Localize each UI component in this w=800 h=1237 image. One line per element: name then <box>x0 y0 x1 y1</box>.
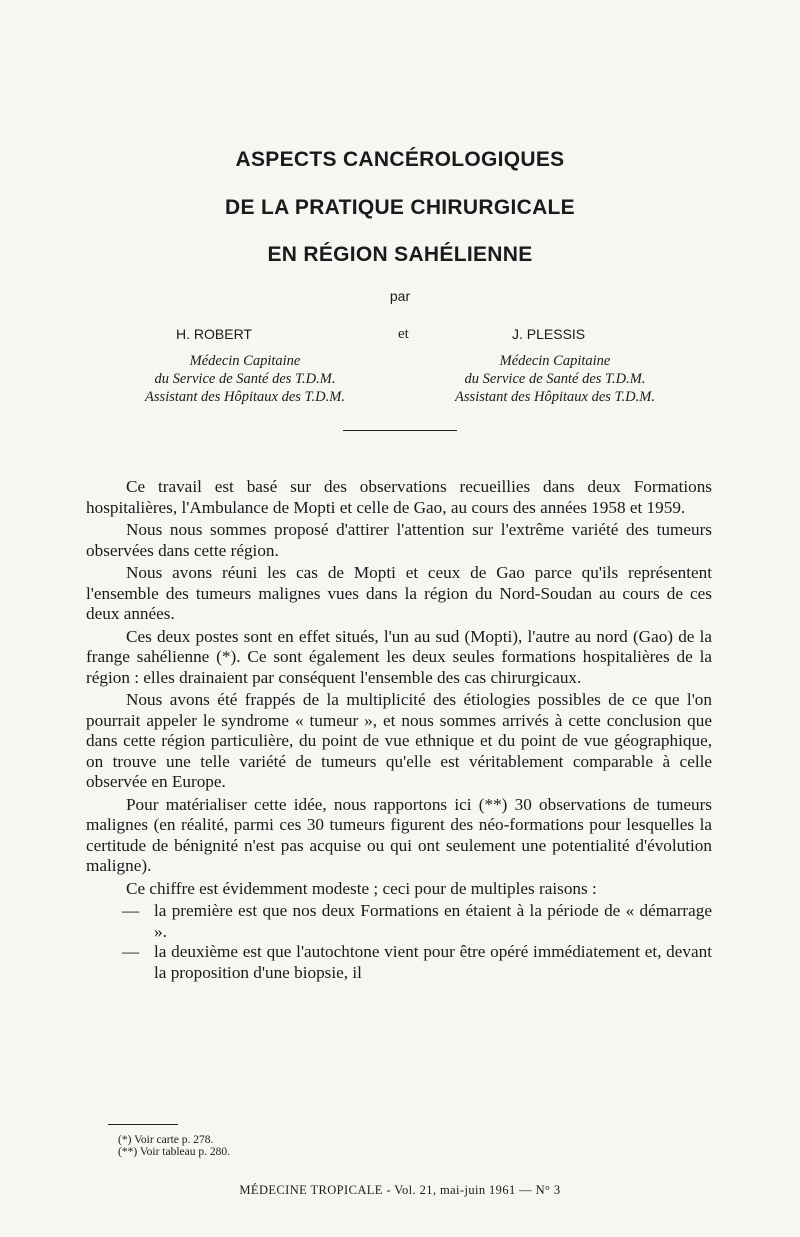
body-paragraph: Nous avons réuni les cas de Mopti et ceux de Gao parce qu'ils représentent l'ensemble des tumeurs malignes vues dans la région du Nord-Soudan au cours de ces deux années. <box>86 563 712 623</box>
body-paragraph: Ce chiffre est évidemment modeste ; ceci pour de multiples raisons : <box>126 878 597 898</box>
footnote-rule <box>108 1124 178 1125</box>
list-dash: — <box>122 942 140 961</box>
list-item <box>86 942 712 983</box>
body-paragraph: Nous avons été frappés de la multiplicité des étiologies possibles de ce que l'on pourrait appeler le syndrome « tumeur », et nous sommes arrivés à cette conclusion que dans cette région particulière, du point de vue ethnique et du point de vue géographique, on trouve une telle variété de tumeurs qu'elle est véritablement comparable à celle observée en Europe. <box>86 690 712 791</box>
body-paragraph: Ce travail est basé sur des observations recueillies dans deux Formations hospitalières, l'Ambulance de Mopti et celle de Gao, au cours des années 1958 et 1959. <box>86 477 712 517</box>
list-dash: — <box>122 901 140 920</box>
footnote-2: (**) Voir tableau p. 280. <box>118 1146 231 1158</box>
affiliation-hospital: Assistant des Hôpitaux des T.D.M. <box>455 389 655 405</box>
affiliation-rank: Médecin Capitaine <box>189 353 301 369</box>
byline-et: et <box>398 326 409 342</box>
author-name-1: H. ROBERT <box>176 326 252 342</box>
reasons-list <box>86 901 712 983</box>
author-affiliation-1 <box>100 352 390 406</box>
affiliation-service: du Service de Santé des T.D.M. <box>154 371 336 387</box>
footnote-1: (*) Voir carte p. 278. <box>118 1134 214 1146</box>
article-title-line-2: DE LA PRATIQUE CHIRURGICALE <box>225 196 575 219</box>
affiliation-service: du Service de Santé des T.D.M. <box>464 371 646 387</box>
list-item <box>86 901 712 942</box>
footnotes <box>118 1134 230 1158</box>
article-title-line-1: ASPECTS CANCÉROLOGIQUES <box>235 148 565 171</box>
body-paragraph: Nous nous sommes proposé d'attirer l'attention sur l'extrême variété des tumeurs observées dans cette région. <box>86 520 712 560</box>
article-body <box>86 477 712 983</box>
journal-footer: MÉDECINE TROPICALE - Vol. 21, mai-juin 1961 — N° 3 <box>239 1183 561 1197</box>
title-separator-rule <box>343 430 457 431</box>
list-item-text: la deuxième est que l'autochtone vient pour être opéré immédiatement et, devant la proposition d'une biopsie, il <box>154 942 712 982</box>
article-title-line-3: EN RÉGION SAHÉLIENNE <box>267 243 533 266</box>
body-paragraph: Pour matérialiser cette idée, nous rapportons ici (**) 30 observations de tumeurs malignes (en réalité, parmi ces 30 tumeurs figurent des néo-formations pour lesquelles la certitude de bénignité n'est pas acquise ou qui ont seulement une potentialité d'évolution maligne). <box>86 794 712 875</box>
byline-par: par <box>389 288 411 304</box>
author-affiliation-2 <box>410 352 700 406</box>
author-name-2: J. PLESSIS <box>512 326 586 342</box>
affiliation-hospital: Assistant des Hôpitaux des T.D.M. <box>145 389 345 405</box>
body-paragraph: Ces deux postes sont en effet situés, l'un au sud (Mopti), l'autre au nord (Gao) de la frange sahélienne (*). Ce sont également les deux seules formations hospitalières de la région : elles drainaient par conséquent l'ensemble des cas chirurgicaux. <box>86 626 712 687</box>
affiliation-rank: Médecin Capitaine <box>499 353 611 369</box>
list-item-text: la première est que nos deux Formations en étaient à la période de « démarrage ». <box>154 901 712 941</box>
